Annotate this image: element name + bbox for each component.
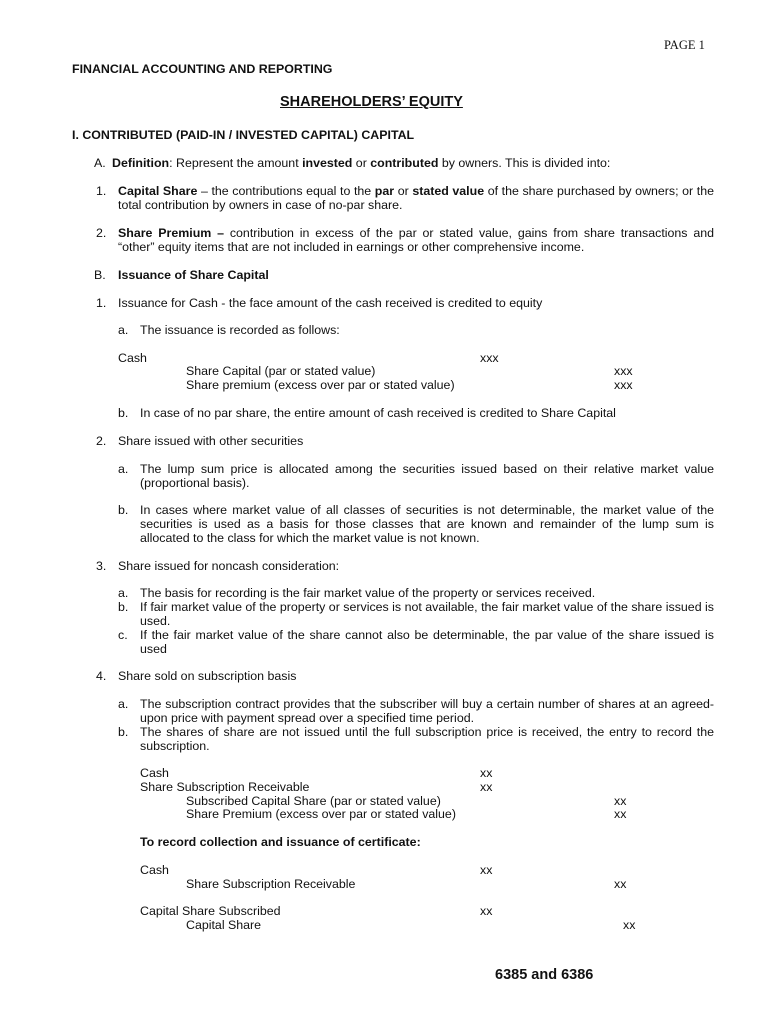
list-number: 2. — [96, 226, 107, 240]
definition-text-2: or — [352, 156, 371, 170]
journal-account: Share Capital (par or stated value) — [186, 364, 376, 378]
definition-bold-contributed: contributed — [370, 156, 439, 170]
capital-share-text-3: of the share purchased by owners; or the total contribution by owners in case of no-par share. — [118, 184, 715, 212]
journal-amount: xx — [480, 863, 493, 877]
sub-marker: b. — [118, 406, 129, 420]
noncash-c-text: If the fair market value of the share cannot also be determinable, the par value of the share issued is used — [140, 628, 714, 656]
issuance-cash-text: Issuance for Cash - the face amount of the cash received is credited to equity — [118, 296, 543, 310]
list-number: 2. — [96, 434, 107, 448]
other-securities-a-text: The lump sum price is allocated among the securities issued based on their relative market value (proportional basis). — [140, 462, 714, 490]
definition-line — [112, 156, 610, 170]
journal-amount: xx — [480, 766, 493, 780]
subscription-b-text: The shares of share are not issued until the full subscription price is received, the entry to record the subscription. — [140, 725, 714, 753]
capital-share-paragraph — [118, 184, 714, 212]
sub-marker: c. — [118, 628, 128, 642]
journal-amount: xx — [614, 794, 627, 808]
journal-account: Share premium (excess over par or stated value) — [186, 378, 455, 392]
noncash-b-text: If fair market value of the property or services is not available, the fair market value of the share issued is used. — [140, 600, 714, 628]
footer-reference: 6385 and 6386 — [495, 967, 594, 983]
journal-account: Share Subscription Receivable — [186, 877, 356, 891]
sub-marker: a. — [118, 697, 129, 711]
issuance-cash-a-text: The issuance is recorded as follows: — [140, 323, 340, 337]
journal-amount: xx — [480, 780, 493, 794]
journal-account: Cash — [140, 863, 169, 877]
capital-share-text-1: – the contributions equal to the — [197, 184, 375, 198]
journal-account: Cash — [118, 351, 147, 365]
sub-marker: b. — [118, 725, 129, 739]
subscription-text: Share sold on subscription basis — [118, 669, 297, 683]
subscription-a-text: The subscription contract provides that the subscriber will buy a certain number of shares at an agreed-upon price with payment spread over a specified time period. — [140, 697, 714, 725]
definition-text-3: by owners. This is divided into: — [438, 156, 611, 170]
sub-marker: b. — [118, 503, 129, 517]
course-title: FINANCIAL ACCOUNTING AND REPORTING — [72, 62, 333, 76]
other-securities-b-text: In cases where market value of all classes of securities is not determinable, the market value of the securities is used as a basis for those classes that are known and remainder of the lump sum is allocated to the class for which the market value is not known. — [140, 503, 714, 545]
section-b-heading: Issuance of Share Capital — [118, 268, 269, 282]
sub-marker: a. — [118, 586, 129, 600]
capital-share-term: Capital Share — [118, 184, 198, 198]
page-number: PAGE 1 — [664, 38, 705, 52]
noncash-a-text: The basis for recording is the fair market value of the property or services received. — [140, 586, 596, 600]
journal-amount: xxx — [614, 378, 633, 392]
sub-marker: a. — [118, 323, 129, 337]
issuance-cash-b-text: In case of no par share, the entire amount of cash received is credited to Share Capital — [140, 406, 616, 420]
journal-amount: xxx — [480, 351, 499, 365]
sub-marker: a. — [118, 462, 129, 476]
sub-marker: b. — [118, 600, 129, 614]
journal-amount: xxx — [614, 364, 633, 378]
collection-heading: To record collection and issuance of certificate: — [140, 835, 421, 849]
share-premium-text: contribution in excess of the par or stated value, gains from share transactions and “other” equity items that are not included in earnings or other comprehensive income. — [118, 226, 714, 254]
definition-term: Definition — [112, 156, 170, 170]
other-securities-text: Share issued with other securities — [118, 434, 304, 448]
journal-account: Subscribed Capital Share (par or stated value) — [186, 794, 441, 808]
section-heading: I. CONTRIBUTED (PAID-IN / INVESTED CAPITAL) CAPITAL — [72, 128, 415, 142]
journal-amount: xx — [614, 807, 627, 821]
share-premium-term: Share Premium – — [118, 226, 225, 240]
list-number: 3. — [96, 559, 107, 573]
journal-account: Capital Share Subscribed — [140, 904, 281, 918]
journal-account: Share Subscription Receivable — [140, 780, 310, 794]
journal-amount: xx — [480, 904, 493, 918]
journal-amount: xx — [614, 877, 627, 891]
definition-marker: A. — [94, 156, 106, 170]
capital-share-bold-stated-value: stated value — [412, 184, 485, 198]
journal-account: Share Premium (excess over par or stated value) — [186, 807, 456, 821]
definition-bold-invested: invested — [302, 156, 353, 170]
capital-share-bold-par: par — [374, 184, 395, 198]
list-number: 1. — [96, 184, 107, 198]
section-b-marker: B. — [94, 268, 106, 282]
list-number: 4. — [96, 669, 107, 683]
list-number: 1. — [96, 296, 107, 310]
noncash-text: Share issued for noncash consideration: — [118, 559, 340, 573]
journal-amount: xx — [623, 918, 636, 932]
page-title: SHAREHOLDERS’ EQUITY — [280, 94, 463, 110]
definition-text-1: : Represent the amount — [169, 156, 303, 170]
share-premium-paragraph — [118, 226, 714, 254]
capital-share-text-2: or — [394, 184, 413, 198]
journal-account: Capital Share — [186, 918, 262, 932]
journal-account: Cash — [140, 766, 169, 780]
